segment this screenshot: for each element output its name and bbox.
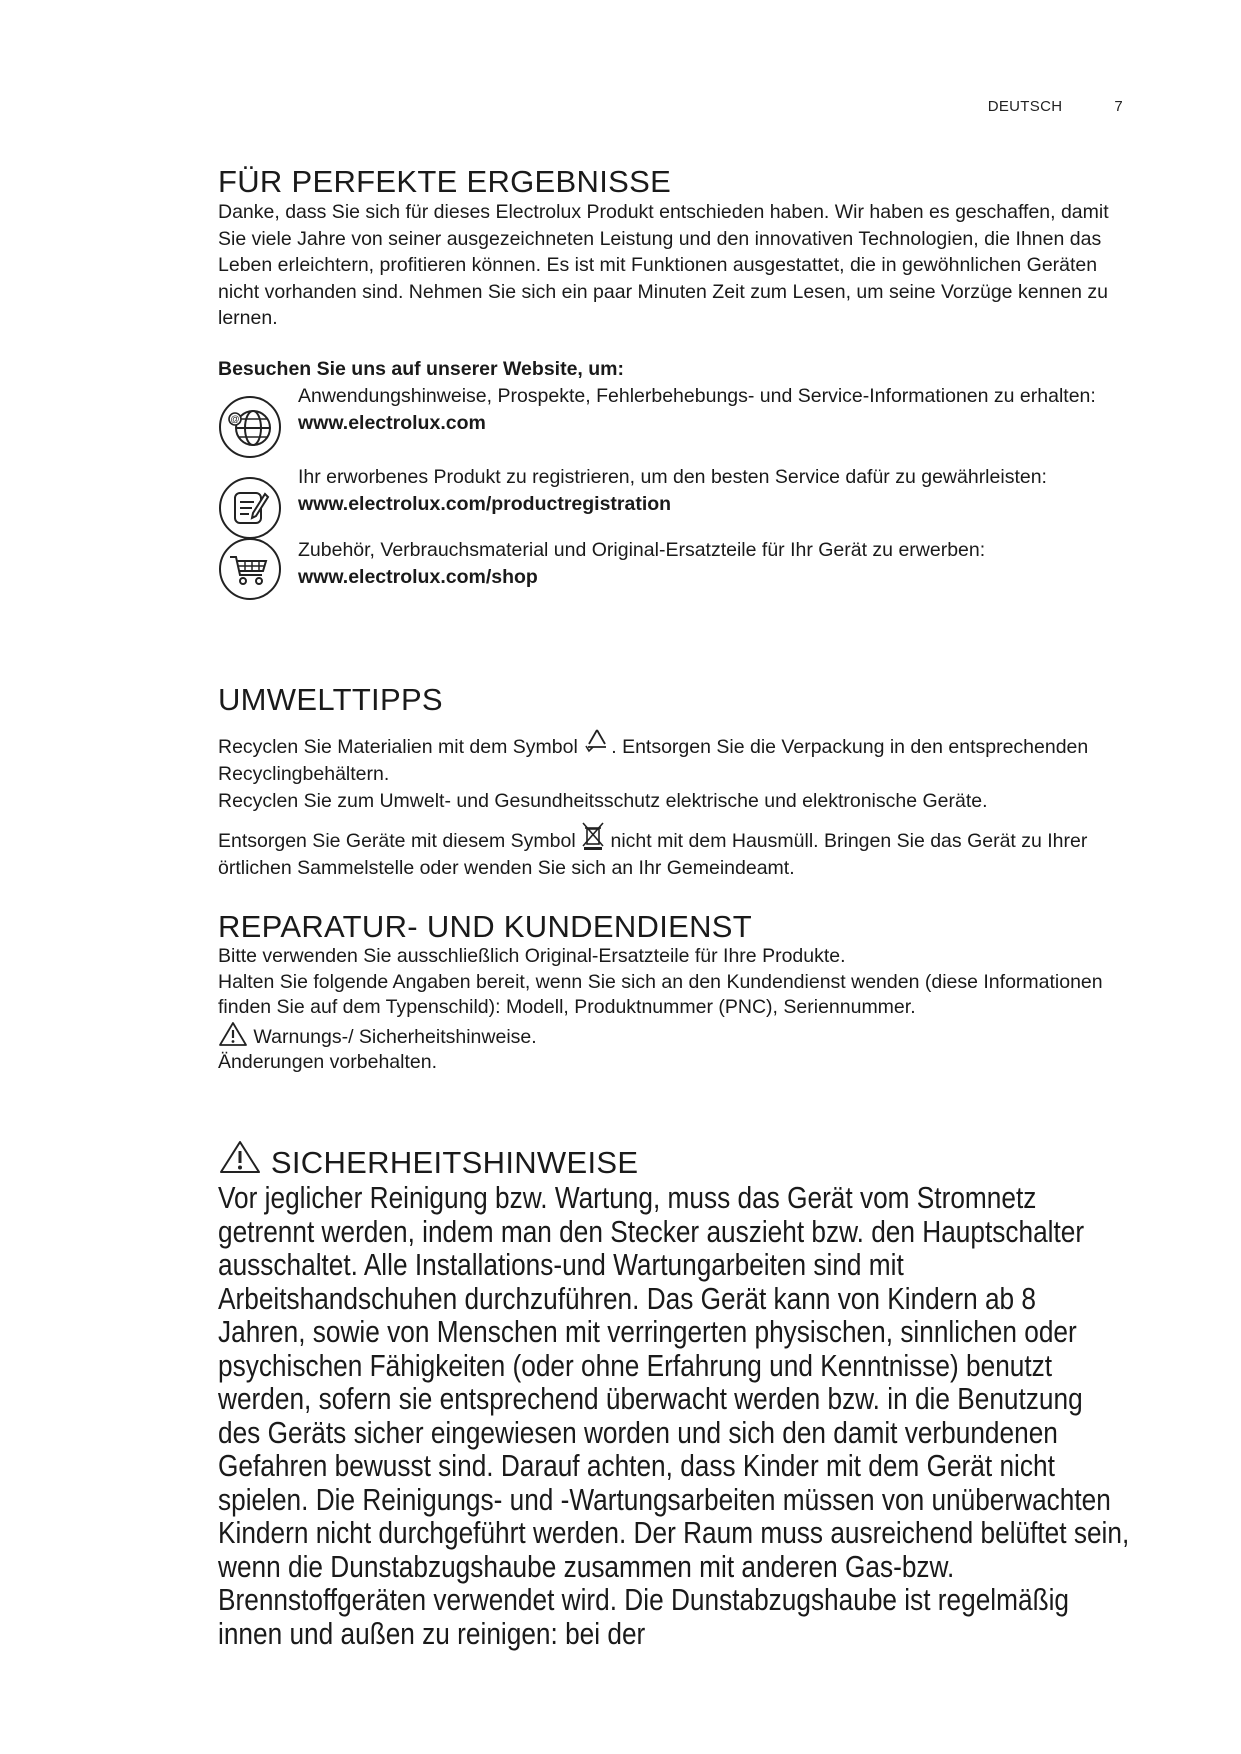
disposal-text-a: Entsorgen Sie Geräte mit diesem Symbol — [218, 830, 576, 853]
safety-body: Vor jeglicher Reinigung bzw. Wartung, muss das Gerät vom Stromnetz getrennt werden, indem man den Stecker auszieht bzw. den Hauptschalter ausschaltet. Alle Installations-und Wartungarbeiten sind mit Arbeitshandschuhen durchzuführen. Das Gerät kann von Kindern ab 8 Jahren, sowie von Menschen mit verringerten physischen, sinnlichen oder psychischen Fähigkeiten (oder ohne Erfahrung und Kenntnisse) benutzt werden, sofern sie entsprechend überwacht werden bzw. in die Benutzung des Geräts sicher eingewiesen worden und sich den damit verbundenen Gefahren bewusst sind. Darauf achten, dass Kinder mit dem Gerät nicht spielen. Die Reinigungs- und -Wartungsarbeiten müssen von unüberwachten Kindern nicht durchgeführt werden. Der Raum muss ausreichend belüftet sein, wenn die Dunstabzugshaube zusammen mit anderen Gas-bzw. Brennstoffgeräten verwendet wird. Die Dunstabzugshaube ist regelmäßig innen und außen zu reinigen: bei der — [218, 1181, 1130, 1651]
service-warning-line — [218, 1021, 1138, 1051]
intro-title: FÜR PERFEKTE ERGEBNISSE — [218, 164, 672, 199]
page-number: 7 — [1114, 98, 1123, 115]
visit-item-shop — [218, 537, 1138, 591]
shop-link[interactable]: www.electrolux.com/shop — [298, 566, 538, 588]
intro-section — [218, 165, 1138, 332]
website-link[interactable]: www.electrolux.com — [298, 412, 486, 434]
visit-item-registration-text: Ihr erworbenes Produkt zu registrieren, um den besten Service dafür zu gewährleisten: — [298, 466, 1047, 488]
language-label: DEUTSCH — [987, 98, 1063, 115]
visit-item-info-text: Anwendungshinweise, Prospekte, Fehlerbehebungs- und Service-Informationen zu erhalten: — [298, 385, 1096, 407]
environment-title: UMWELTTIPPS — [218, 682, 443, 717]
recycle-text-b: . Entsorgen Sie die Verpackung in den entsprechenden Recyclingbehältern. — [218, 736, 1089, 786]
safety-title-row — [218, 1139, 1138, 1180]
environment-section — [218, 683, 1138, 882]
safety-section — [218, 1139, 1138, 1651]
warning-icon — [218, 1139, 262, 1175]
service-line-info: Halten Sie folgende Angaben bereit, wenn Sie sich an den Kundendienst wenden (diese Informationen finden Sie auf dem Typenschild): Modell, Produktnummer (PNC), Seriennummer. — [218, 970, 1103, 1019]
environment-disposal-line — [218, 821, 1138, 882]
visit-item-shop-text: Zubehör, Verbrauchsmaterial und Original-Ersatzteile für Ihr Gerät zu erwerben: — [298, 539, 986, 561]
visit-item-info — [218, 383, 1138, 437]
visit-item-registration — [218, 464, 1138, 518]
svg-text:@: @ — [230, 414, 240, 424]
globe-icon — [218, 395, 282, 459]
service-changes: Änderungen vorbehalten. — [218, 1051, 438, 1074]
environment-electronics-line: Recyclen Sie zum Umwelt- und Gesundheitsschutz elektrische und elektronische Geräte. — [218, 790, 988, 813]
safety-title: SICHERHEITSHINWEISE — [270, 1145, 639, 1180]
disposal-text-b: nicht mit dem Hausmüll. Bringen Sie das Gerät zu Ihrer örtlichen Sammelstelle oder wenden Sie sich an Ihr Gemeindeamt. — [218, 830, 1088, 880]
registration-link[interactable]: www.electrolux.com/productregistration — [298, 493, 672, 515]
environment-recycle-line — [218, 727, 1138, 788]
service-title: REPARATUR- UND KUNDENDIENST — [218, 909, 752, 944]
service-section — [218, 910, 1138, 1076]
service-line-parts: Bitte verwenden Sie ausschließlich Original-Ersatzteile für Ihre Produkte. — [218, 945, 846, 968]
visit-section — [218, 356, 1138, 591]
warning-text: Warnungs-/ Sicherheitshinweise. — [253, 1025, 537, 1048]
page-header — [988, 98, 1123, 115]
recycle-icon — [583, 727, 611, 757]
crossed-bin-icon — [581, 821, 605, 851]
recycle-text-a: Recyclen Sie Materialien mit dem Symbol — [218, 736, 578, 759]
visit-lead: Besuchen Sie uns auf unserer Website, um: — [218, 358, 624, 380]
warning-icon — [218, 1021, 248, 1047]
intro-body: Danke, dass Sie sich für dieses Electrolux Produkt entschieden haben. Wir haben es geschaffen, damit Sie viele Jahre von seiner ausgezeichneten Leistung und den innovativen Technologien, die Ihnen das Leben erleichtern, profitieren können. Es ist mit Funktionen ausgestattet, die in gewöhnlichen Geräten nicht vorhanden sind. Nehmen Sie sich ein paar Minuten Zeit zum Lesen, um seine Vorzüge kennen zu lernen. — [218, 201, 1109, 330]
shopping-cart-icon — [218, 537, 282, 601]
registration-icon — [218, 476, 282, 540]
